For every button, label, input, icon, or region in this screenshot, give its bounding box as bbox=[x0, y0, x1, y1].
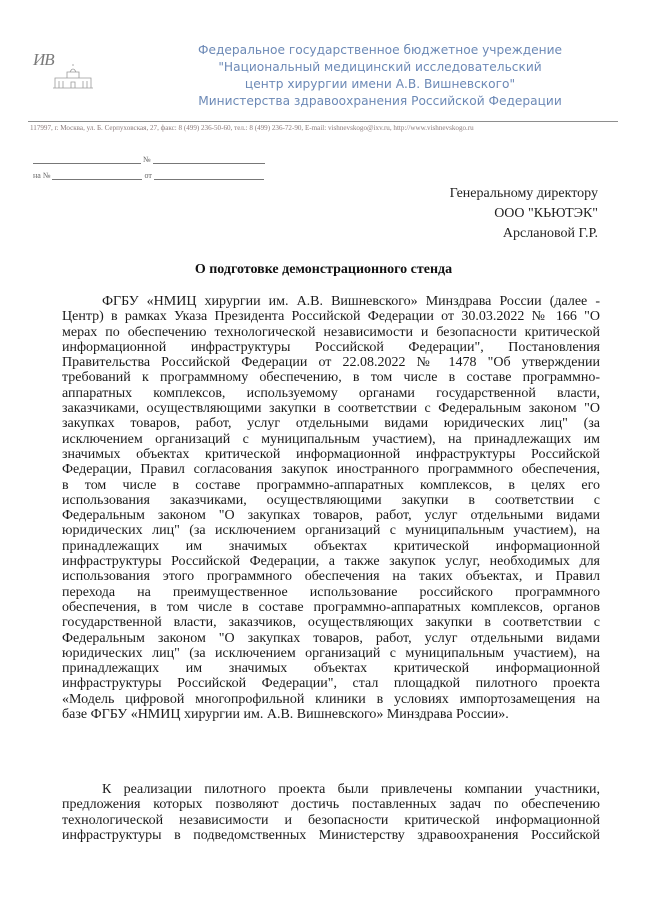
ref-label: на № bbox=[33, 171, 51, 180]
paragraph-line: инфраструктуры Российской Федерации", стал площадкой пилотного проекта bbox=[62, 676, 600, 692]
building-logo-icon bbox=[51, 64, 95, 90]
paragraph-line: «Модель цифровой многопрофильной клиники в условиях импортозамещения на bbox=[62, 691, 600, 707]
paragraph-line: в том числе в составе программно-аппаратных комплексов, в целях его bbox=[62, 477, 600, 493]
addressee-name: Арслановой Г.Р. bbox=[502, 226, 598, 241]
paragraph-line: Центр) в рамках Указа Президента Российской Федерации от 30.03.2022 № 166 "О bbox=[62, 309, 600, 325]
paragraph-line: К реализации пилотного проекта были привлечены компании участники, bbox=[102, 782, 600, 797]
letterhead-divider bbox=[28, 121, 618, 122]
paragraph-line: перехода на преимущественное использование российского программного bbox=[62, 584, 600, 600]
org-line: центр хирургии имени А.В. Вишневского" bbox=[244, 77, 516, 91]
paragraph-line: информационной инфраструктуры Российской Федерации", Постановления bbox=[62, 339, 600, 355]
paragraph-line: государственной власти, заказчиков, осуществляющих закупки в соответствии с bbox=[62, 615, 600, 631]
paragraph-line: юридических лиц" (за исключением организаций с муниципальным участием), на bbox=[62, 523, 600, 539]
paragraph-line: принадлежащих им значимых объектах критической информационной bbox=[62, 661, 600, 677]
organization-name bbox=[170, 42, 590, 110]
paragraph-line: Правительства Российской Федерации от 22.08.2022 № 1478 "Об утверждении bbox=[62, 355, 600, 371]
paragraph-line: требований к программному обеспечению, в том числе в составе программно- bbox=[62, 370, 600, 386]
reference-number-field bbox=[33, 171, 264, 180]
date-line bbox=[33, 155, 141, 164]
addressee-company: ООО "КЬЮТЭК" bbox=[494, 206, 598, 221]
body-paragraph-1 bbox=[62, 294, 600, 722]
paragraph-line: Федеральным законом "О закупках товаров, работ, услуг отдельными видами bbox=[62, 508, 600, 524]
addressee-block bbox=[450, 184, 598, 244]
paragraph-line: юридических лиц" (за исключением организаций с муниципальным участием), на bbox=[62, 645, 600, 661]
paragraph-line: базе ФГБУ «НМИЦ хирургии им. А.В. Вишневского» Минздрава России». bbox=[62, 707, 509, 723]
number-label: № bbox=[143, 155, 151, 164]
outgoing-number-field bbox=[33, 155, 265, 164]
body-paragraph-2 bbox=[62, 782, 600, 843]
contact-address: 117997, г. Москва, ул. Б. Серпуховская, 27, факс: 8 (499) 236-50-60, тел.: 8 (499) 236-72-90, E-mail: vishnevskogo@ixv.ru, http://www.vishnevskogo.ru bbox=[30, 124, 474, 132]
number-line bbox=[153, 155, 265, 164]
paragraph-line: мерах по обеспечению технологической независимости и безопасности критической bbox=[62, 324, 600, 340]
from-label: от bbox=[144, 171, 152, 180]
addressee-position: Генеральному директору bbox=[449, 186, 598, 201]
paragraph-line: использования заказчиками, осуществляющими закупки в соответствии с bbox=[62, 492, 600, 508]
paragraph-line: заказчиками, осуществляющими закупки в соответствии с Федеральным законом "О bbox=[62, 401, 600, 417]
paragraph-line: значимых объектах критической информационной инфраструктуры Российской bbox=[62, 446, 600, 462]
org-line: Министерства здравоохранения Российской Федерации bbox=[198, 94, 562, 108]
paragraph-line: использования этого программного обеспечения на таких объектах, и Правил bbox=[62, 569, 600, 585]
paragraph-line: закупках товаров, работ, услуг отдельными видами юридических лиц" (за bbox=[62, 416, 600, 432]
paragraph-line: технологической независимости и безопасности критической информационной bbox=[62, 812, 600, 828]
paragraph-line: инфраструктуры в подведомственных Министерству здравоохранения Российской bbox=[62, 827, 600, 843]
org-line: Федеральное государственное бюджетное учреждение bbox=[197, 43, 563, 57]
logo-monogram: ИВ bbox=[33, 50, 54, 69]
institution-logo bbox=[33, 50, 93, 90]
paragraph-line: Федеральным законом "О закупках товаров, работ, услуг отдельными видами bbox=[62, 630, 600, 646]
paragraph-line: обеспечения, в том числе в составе программно-аппаратных комплексов, органов bbox=[62, 599, 600, 615]
letter-title: О подготовке демонстрационного стенда bbox=[194, 262, 453, 277]
paragraph-line: исключением организаций с муниципальным участием), на принадлежащих им bbox=[62, 431, 600, 447]
paragraph-line: принадлежащих им значимых объектах критической информационной bbox=[62, 538, 600, 554]
paragraph-line: аппаратных комплексов, используемому органами государственной власти, bbox=[62, 385, 600, 401]
org-line: "Национальный медицинский исследовательский bbox=[218, 60, 542, 74]
paragraph-line: инфраструктуры Российской Федерации, а также закупок услуг, необходимых для bbox=[62, 554, 600, 570]
ref-date-line bbox=[154, 171, 264, 180]
paragraph-line: предложения которых позволяют достичь поставленных задач по обеспечению bbox=[62, 797, 600, 813]
paragraph-line: ФГБУ «НМИЦ хирургии им. А.В. Вишневского» Минздрава России (далее - bbox=[102, 294, 600, 309]
ref-number-line bbox=[52, 171, 142, 180]
paragraph-line: Федерации, Правил согласования закупок иностранного программного обеспечения, bbox=[62, 462, 600, 478]
